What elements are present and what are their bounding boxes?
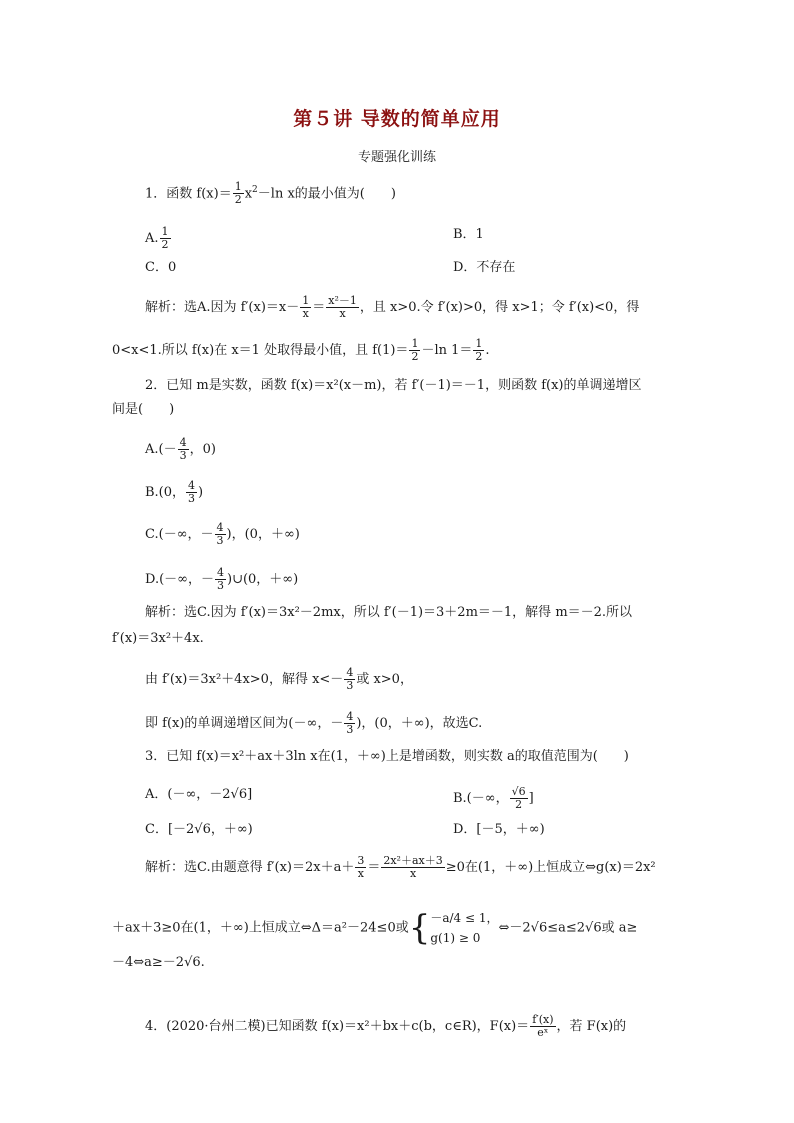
page-title: 第５讲 导数的简单应用 [293,108,501,130]
q2-option-c: C.(－∞，－ $\frac{4}{3}$ )，(0，＋∞) [145,521,300,547]
q2-stem-line2: 间是( ) [112,402,175,417]
q3-solution-line1: 解析：选C.由题意得 f′(x)＝2x＋a＋ $\frac{3}{x}$ ＝ $\frac{\text{2x²＋ax＋3}}{x}$ ≥0在(1，＋∞)上恒成立⇔g(x)＝2x² [145,854,656,880]
q3-stem: 3．已知 f(x)＝x²＋ax＋3ln x在(1，＋∞)上是增函数，则实数 a的取值范围为( ) [145,749,629,764]
fraction: $\frac{f'(x)}{\text{eˣ}}$ [532,1013,554,1039]
case-system: { －a/4 ≤ 1， g(1) ≥ 0 [408,908,499,948]
fraction: $\frac{1}{2}$ [161,225,169,251]
q1-option-b: B．1 [453,227,484,242]
q2-option-b: B.(0， $\frac{4}{3}$ ) [145,479,204,505]
q3-solution-line2: ＋ax＋3≥0在(1，＋∞)上恒成立⇔Δ＝a²－24≤0或 { －a/4 ≤ 1， g(1) ≥ 0 ⇔－2√6≤a≤2√6或 a≥ [112,908,638,948]
q3-solution-line3: －4⇔a≥－2√6. [112,955,205,970]
q2-solution-line4: 即 f(x)的单调递增区间为(－∞，－ $\frac{4}{3}$ )，(0，＋∞)，故选C. [145,710,483,736]
fraction: $\frac{\text{x²－1}}{x}$ [328,294,357,320]
q1-option-a: A. $\frac{1}{2}$ [145,225,169,251]
q1-option-c: C．0 [145,260,177,275]
q3-option-c: C．[－2√6，＋∞) [145,822,253,837]
q4-stem: 4．(2020·台州二模)已知函数 f(x)＝x²＋bx＋c(b，c∈R)，F(x)＝ $\frac{f'(x)}{\text{eˣ}}$ ，若 F(x)的 [145,1013,627,1039]
fraction: $\frac{3}{x}$ [357,854,365,880]
fraction: $\frac{1}{2}$ [234,180,242,207]
q2-solution-line3: 由 f′(x)＝3x²＋4x>0，解得 x<－ $\frac{4}{3}$ 或 x>0， [145,666,413,692]
q2-option-a: A.(－ $\frac{4}{3}$ ，0) [145,436,216,462]
q3-option-d: D．[－5，＋∞) [453,822,545,837]
q2-solution-line2: f′(x)＝3x²＋4x. [112,631,204,646]
q1-solution-line1: 解析：选A.因为 f′(x)＝x－ $\frac{1}{x}$ ＝ $\frac{\text{x²－1}}{x}$ ，且 x>0.令 f′(x)>0，得 x>1；令 f′(x)<0，得 [145,294,640,320]
q2-option-d: D.(－∞，－ $\frac{4}{3}$ )∪(0，＋∞) [145,566,299,592]
fraction: $\frac{1}{2}$ [411,337,419,363]
fraction: $\frac{4}{3}$ [216,521,224,547]
fraction: $\frac{1}{x}$ [302,294,310,320]
q3-option-a: A．(－∞，－2√6] [145,787,253,802]
fraction: $\frac{4}{3}$ [346,710,354,736]
fraction: $\frac{√6}{2}$ [511,785,526,811]
fraction: $\frac{\text{2x²＋ax＋3}}{x}$ [383,854,443,880]
q2-solution-line1: 解析：选C.因为 f′(x)＝3x²－2mx，所以 f′(－1)＝3＋2m＝－1，解得 m＝－2.所以 [145,605,633,620]
fraction: $\frac{4}{3}$ [346,666,354,692]
fraction: $\frac{4}{3}$ [179,436,187,462]
q1-solution-line2: 0<x<1.所以 f(x)在 x＝1 处取得最小值，且 f(1)＝ $\frac{1}{2}$ －ln 1＝ $\frac{1}{2}$ . [112,337,490,363]
fraction: $\frac{4}{3}$ [188,479,196,505]
q1-option-d: D．不存在 [453,260,516,275]
page-subtitle: 专题强化训练 [357,150,436,165]
fraction: $\frac{4}{3}$ [217,566,224,592]
q2-stem-line1: 2．已知 m是实数，函数 f(x)＝x²(x－m)，若 f′(－1)＝－1，则函数 f(x)的单调递增区 [145,378,642,393]
q3-option-b: B.(－∞， $\frac{√6}{2}$ ] [453,785,534,811]
q1-stem: 1．函数 f(x)＝ $\frac{1}{2}$ $x^2-\ln$ x的最小值为( ) [145,180,396,207]
fraction: $\frac{1}{2}$ [475,337,483,363]
